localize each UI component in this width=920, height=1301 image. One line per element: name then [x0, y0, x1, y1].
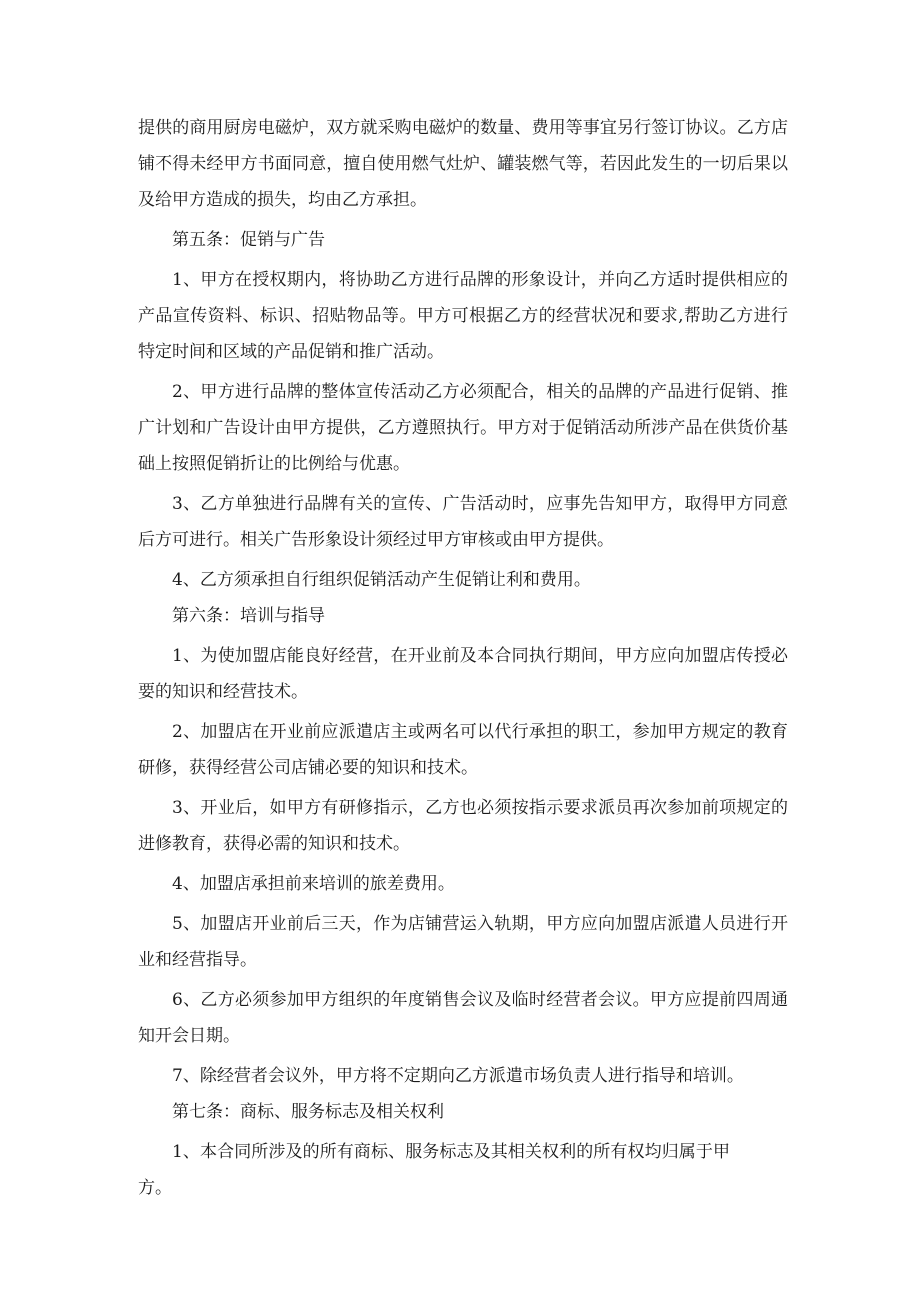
paragraph-6-3: 3、开业后，如甲方有研修指示，乙方也必须按指示要求派员再次参加前项规定的进修教育，获得必需的知识和技术。	[138, 798, 788, 854]
paragraph-6-7: 7、除经营者会议外，甲方将不定期向乙方派遣市场负责人进行指导和培训。	[172, 1066, 744, 1086]
paragraph-6-6: 6、乙方必须参加甲方组织的年度销售会议及临时经营者会议。甲方应提前四周通知开会日期。	[138, 990, 788, 1046]
section-heading-7: 第七条：商标、服务标志及相关权利	[172, 1102, 444, 1122]
section-heading-6: 第六条：培训与指导	[172, 606, 325, 626]
paragraph-5-3: 3、乙方单独进行品牌有关的宣传、广告活动时，应事先告知甲方，取得甲方同意后方可进行。相关广告形象设计须经过甲方审核或由甲方提供。	[138, 494, 788, 550]
paragraph-5-2: 2、甲方进行品牌的整体宣传活动乙方必须配合，相关的品牌的产品进行促销、推广计划和广告设计由甲方提供，乙方遵照执行。甲方对于促销活动所涉产品在供货价基础上按照促销折让的比例给与优惠。	[138, 382, 788, 474]
paragraph-6-1: 1、为使加盟店能良好经营，在开业前及本合同执行期间，甲方应向加盟店传授必要的知识和经营技术。	[138, 646, 788, 702]
paragraph-5-1: 1、甲方在授权期内，将协助乙方进行品牌的形象设计，并向乙方适时提供相应的产品宣传资料、标识、招贴物品等。甲方可根据乙方的经营状况和要求,帮助乙方进行特定时间和区域的产品促销和推广活动。	[138, 270, 788, 362]
paragraph-6-5: 5、加盟店开业前后三天，作为店铺营运入轨期，甲方应向加盟店派遣人员进行开业和经营指导。	[138, 914, 788, 970]
paragraph-continuation: 提供的商用厨房电磁炉，双方就采购电磁炉的数量、费用等事宜另行签订协议。乙方店铺不得未经甲方书面同意，擅自使用燃气灶炉、罐装燃气等，若因此发生的一切后果以及给甲方造成的损失，均由乙方承担。	[138, 118, 788, 210]
paragraph-7-1: 1、本合同所涉及的所有商标、服务标志及其相关权利的所有权均归属于甲方。	[138, 1142, 730, 1198]
section-heading-5: 第五条：促销与广告	[172, 230, 325, 250]
document-page	[138, 110, 788, 1206]
paragraph-5-4: 4、乙方须承担自行组织促销活动产生促销让利和费用。	[172, 570, 591, 590]
paragraph-6-2: 2、加盟店在开业前应派遣店主或两名可以代行承担的职工，参加甲方规定的教育研修，获得经营公司店铺必要的知识和技术。	[138, 722, 788, 778]
paragraph-6-4: 4、加盟店承担前来培训的旅差费用。	[172, 874, 455, 894]
